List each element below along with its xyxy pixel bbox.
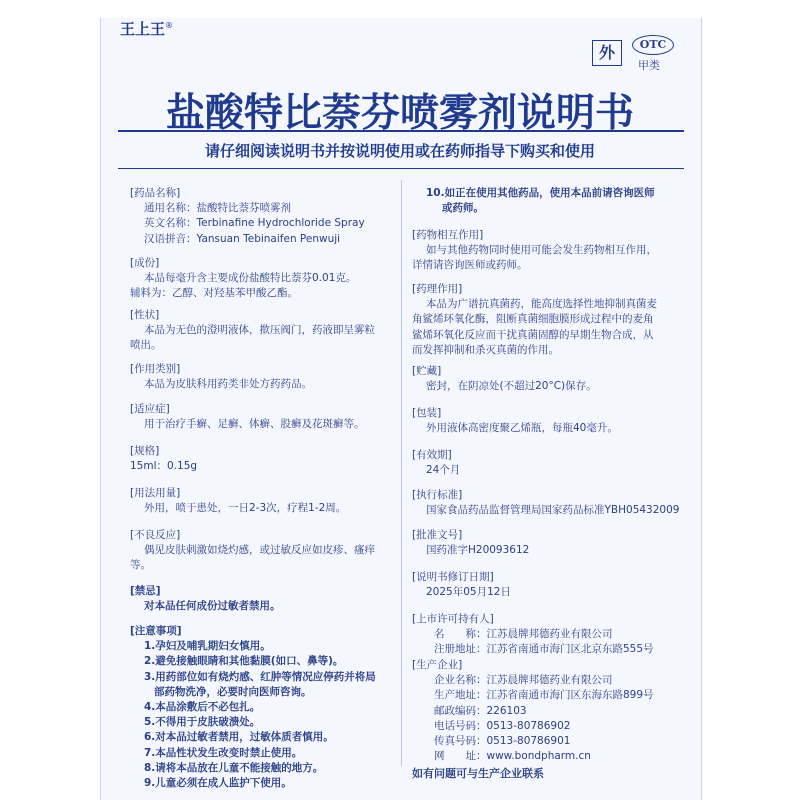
section-line: 2025年05月12日 [426,586,511,599]
title-rule-bottom [118,168,684,169]
column-divider [401,180,402,766]
section-line: 角鲨烯环氧化酶，阻断真菌细胞膜形成过程中的麦角 [412,313,654,326]
field-label: 传真号码： [434,735,487,748]
section-heading: [药物相互作用] [412,229,484,241]
manufacturer-row [412,734,692,749]
field-value: 226103 [486,704,527,717]
field-value: 江苏晨牌邦德药业有限公司 [486,628,613,641]
section-line: 本品为无色的澄明液体，揿压阀门，药液即呈雾粒 [144,324,375,337]
brand-logo: 王上王® [120,20,174,38]
external-use-badge: 外 [592,40,622,66]
left-column [130,186,398,790]
section-heading: [用法用量] [130,487,181,499]
section-line: 外用，喷于患处，一日2-3次，疗程1-2周。 [144,502,347,515]
section-drug-name [130,186,398,247]
section-revision [412,570,692,600]
precaution-item: 3.用药部位如有烧灼感、红肿等情况应停药并将局 [144,670,376,683]
otc-badge: OTC [632,35,674,55]
section-heading: [包装] [412,407,442,419]
section-line: 本品为广谱抗真菌药，能高度选择性地抑制真菌麦 [426,298,657,311]
manufacturer-row [412,688,692,703]
section-heading: [执行标准] [412,489,463,501]
section-line: 通用名称：盐酸特比萘芬喷雾剂 [144,202,291,215]
contact-note: 如有问题可与生产企业联系 [412,767,544,780]
manufacturer-row [412,749,692,764]
field-value: www.bondpharm.cn [486,750,591,763]
section-line: 详情请咨询医师或药师。 [412,259,528,272]
section-pharmacology [412,282,692,358]
field-label: 电话号码： [434,719,487,732]
manufacturer-row [412,704,692,719]
field-value: 江苏晨牌邦德药业有限公司 [486,674,613,687]
mah-address-row [412,642,692,657]
field-label: 邮政编码： [434,704,487,717]
mah-name-row [412,627,692,642]
section-line: 等。 [130,559,151,572]
field-label: 网 址： [434,750,487,763]
precaution-item: 4.本品涂敷后不必包扎。 [144,701,261,714]
section-line: 鲨烯环氧化反应而干扰真菌固醇的早期生物合成，从 [412,328,654,341]
section-line: 10.如正在使用其他药品，使用本品前请咨询医师 [426,187,655,199]
section-line: 辅料为：乙醇、对羟基苯甲酸乙酯。 [130,287,298,300]
section-line: 外用液体高密度聚乙烯瓶，每瓶40毫升。 [426,422,618,435]
section-heading: [适应症] [130,403,170,415]
section-precautions [130,624,398,791]
section-standard [412,488,692,518]
precaution-item: 9.儿童必须在成人监护下使用。 [144,777,292,790]
manufacturer-row [412,719,692,734]
section-line: 而发挥抑制和杀灭真菌的作用。 [412,343,559,356]
section-line: 15ml：0.15g [130,460,198,473]
field-value: 0513-80786902 [486,719,571,732]
field-label: 名 称： [434,628,487,641]
field-label: 生产地址： [434,689,487,702]
section-line: 偶见皮肤刺激如烧灼感，或过敏反应如皮疹、瘙痒 [144,544,375,557]
section-heading: [生产企业] [412,659,463,671]
section-package [412,406,692,436]
section-line: 喷出。 [130,339,162,352]
section-line: 如与其他药物同时使用可能会发生药物相互作用， [426,244,657,257]
manufacturer-row [412,673,692,688]
section-mah [412,612,692,658]
section-heading: [注意事项] [130,625,182,637]
section-line: 用于治疗手癣、足癣、体癣、股癣及花斑癣等。 [144,418,365,431]
section-heading: [贮藏] [412,365,442,377]
precaution-item: 1.孕妇及哺乳期妇女慎用。 [144,640,271,653]
section-line: 24个月 [426,464,461,477]
section-line: 英文名称：Terbinafine Hydrochloride Spray [144,217,365,230]
field-value: 江苏省南通市海门区东海东路899号 [486,689,654,702]
section-heading: [性状] [130,309,160,321]
document-subtitle: 请仔细阅读说明书并按说明使用或在药师指导下购买和使用 [204,142,595,160]
field-value: 0513-80786901 [486,735,571,748]
section-line: 汉语拼音：Yansuan Tebinaifen Penwuji [144,232,341,245]
section-heading: [有效期] [412,449,452,461]
precaution-item: 8.请将本品放在儿童不能接触的地方。 [144,761,324,774]
section-ingredients [130,256,398,302]
document-title: 盐酸特比萘芬喷雾剂说明书 [165,91,634,136]
section-heading: [成份] [130,257,160,269]
section-line: 国药准字H20093612 [426,544,530,557]
section-category [130,362,398,392]
section-heading: [说明书修订日期] [412,571,494,583]
section-line: 密封，在阴凉处(不超过20°C)保存。 [426,380,597,393]
precaution-item: 5.不得用于皮肤破溃处。 [144,716,261,729]
section-line: 或药师。 [442,202,484,215]
section-heading: [上市许可持有人] [412,613,494,625]
section-interactions [412,228,692,274]
precaution-item: 7.本品性状发生改变时禁止使用。 [144,746,303,759]
section-item10 [412,186,692,216]
section-line: 本品每毫升含主要成份盐酸特比萘芬0.01克。 [144,272,357,285]
section-line: 对本品任何成份过敏者禁用。 [144,600,281,613]
section-heading: [规格] [130,445,160,457]
precaution-item: 6.对本品过敏者禁用，过敏体质者慎用。 [144,731,334,744]
precaution-item: 部药物洗净，必要时向医师咨询。 [154,685,312,698]
section-validity [412,448,692,478]
section-approval [412,528,692,558]
otc-class-label: 甲类 [638,59,660,72]
section-contraindications [130,584,398,614]
section-indications [130,402,398,432]
section-storage [412,364,692,394]
section-appearance [130,308,398,354]
field-label: 注册地址： [434,643,487,656]
section-line: 本品为皮肤科用药类非处方药药品。 [144,378,312,391]
section-heading: [批准文号] [412,529,463,541]
section-manufacturer [412,658,692,764]
field-value: 江苏省南通市海门区北京东路555号 [486,643,654,656]
field-label: 企业名称： [434,674,487,687]
section-spec [130,444,398,474]
section-heading: [禁忌] [130,585,161,597]
section-heading: [药理作用] [412,283,463,295]
section-usage [130,486,398,516]
precaution-item: 2.避免接触眼睛和其他黏膜(如口、鼻等)。 [144,655,344,668]
section-line: 国家食品药品监督管理局国家药品标准YBH05432009 [426,504,680,517]
section-heading: [药品名称] [130,187,181,199]
section-adverse [130,528,398,574]
section-heading: [不良反应] [130,529,181,541]
section-heading: [作用类别] [130,363,181,375]
right-column [412,186,692,786]
